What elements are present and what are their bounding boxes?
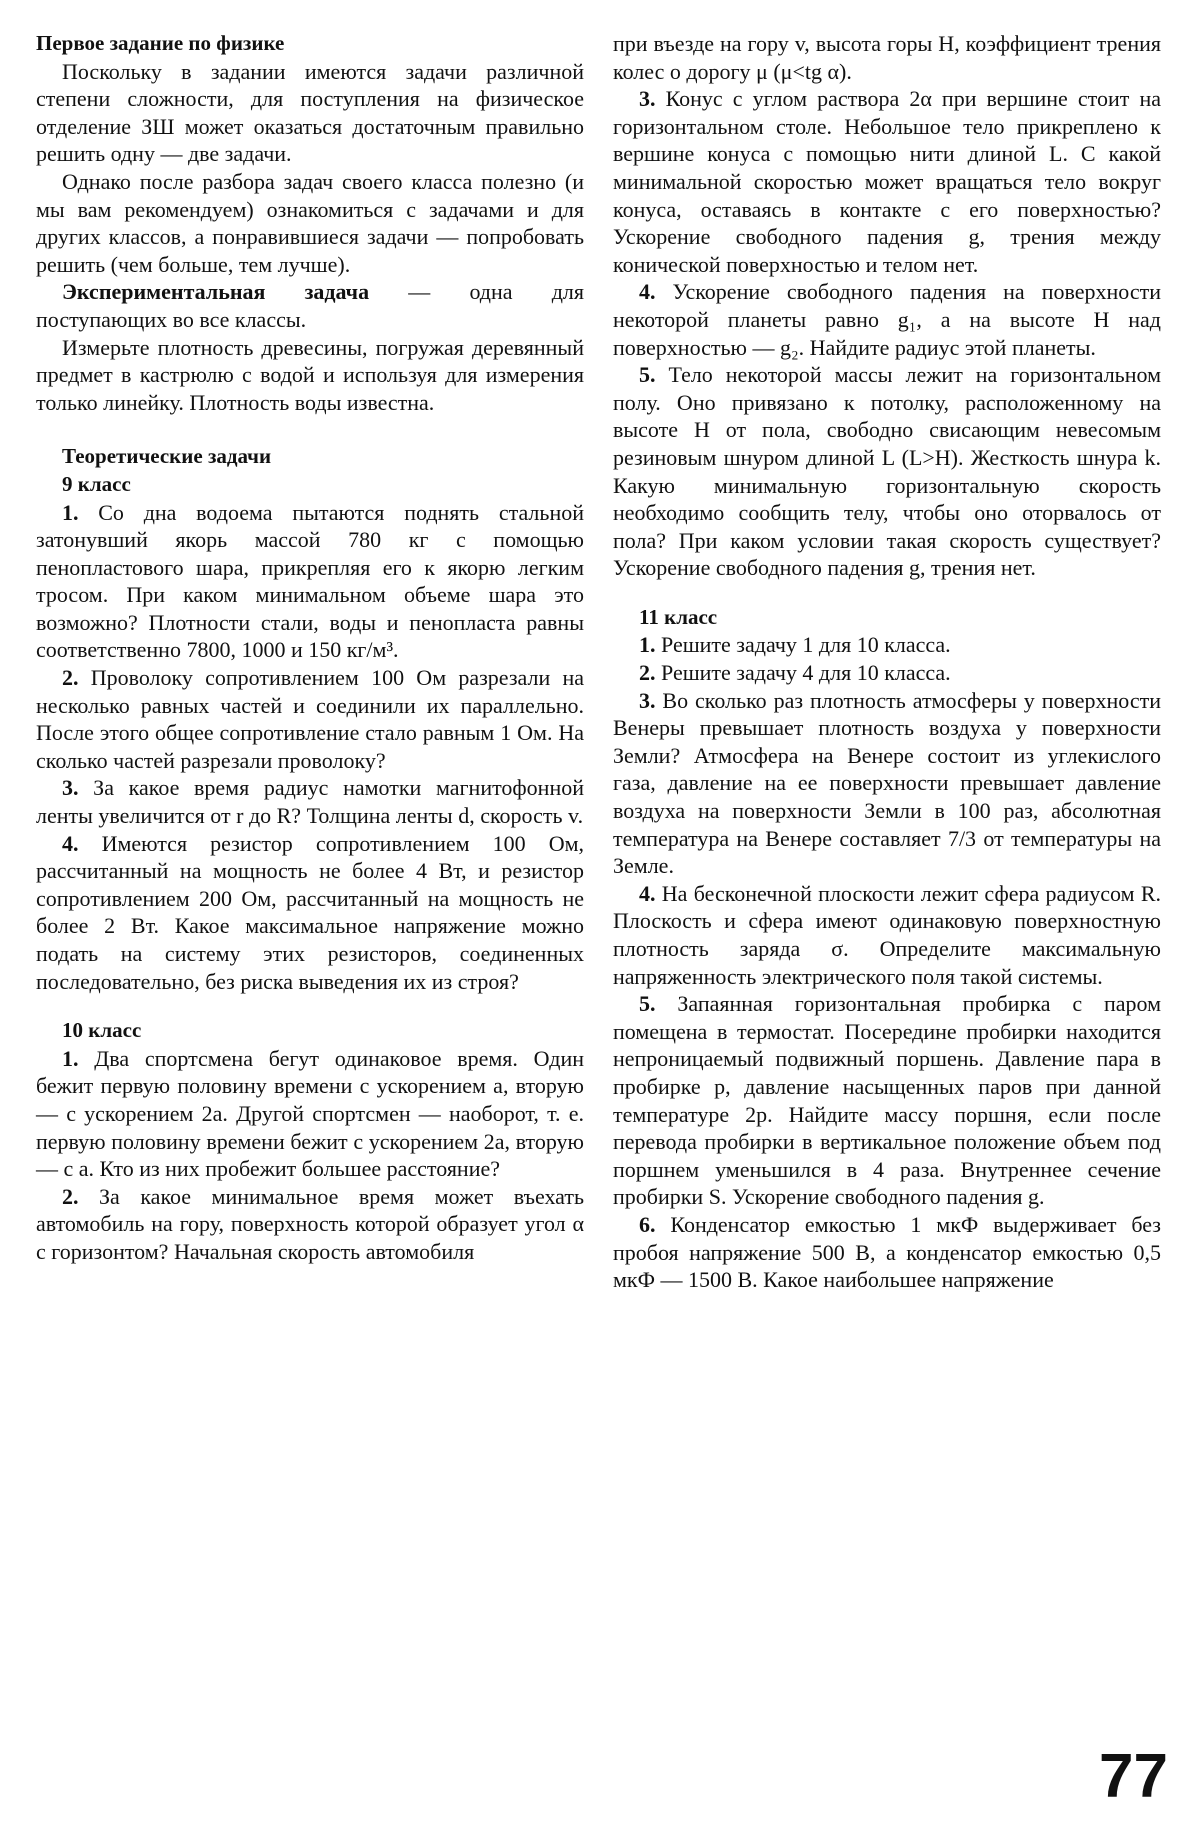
- problem-text: Конус с углом раствора 2α при вершине стоит на горизонтальном столе. Небольшое тело прикреплено к вершине конуса с помощью нити длиной L. С какой минимальной скоростью может вращаться тело вокруг конуса, оставаясь в контакте с его поверхностью? Ускорение свободного падения g, трения между конической поверхностью и телом нет.: [613, 86, 1161, 277]
- section-title: Первое задание по физике: [36, 31, 285, 55]
- right-column: [613, 30, 1161, 1294]
- problem-number: 5.: [639, 362, 656, 388]
- experimental-task-text: Измерьте плотность древесины, погружая деревянный предмет в кастрюлю с водой и используя для измерения только линейку. Плотность воды известна.: [36, 334, 584, 415]
- problem-item: [36, 1045, 584, 1183]
- problem-item: [613, 278, 1161, 361]
- grade-11-heading: 11 класс: [639, 604, 718, 629]
- intro-paragraph: Однако после разбора задач своего класса полезно (и мы вам рекомендуем) ознакомиться с задачами и для других классов, а понравившиеся задачи — попробовать решить (чем больше, тем лучше).: [36, 168, 584, 277]
- experimental-task-label: Экспериментальная задача: [62, 279, 370, 305]
- experimental-task-note: — одна для поступающих во все классы.: [36, 279, 584, 332]
- grade-10-heading: 10 класс: [62, 1018, 142, 1043]
- problem-item: [613, 85, 1161, 278]
- problem-text: Запаянная горизонтальная пробирка с паром помещена в термостат. Посередине пробирки находится непроницаемый подвижный поршень. Давление пара в пробирке p, давление насыщенных паров при данной температуре 2p. Найдите массу поршня, если после перевода пробирки в вертикальное положение объем под поршнем уменьшился в 4 раза. Внутреннее сечение пробирки S. Ускорение свободного падения g.: [613, 991, 1161, 1210]
- intro-paragraph: Поскольку в задании имеются задачи различной степени сложности, для поступления на физическое отделение ЗШ может оказаться достаточным правильно решить одну — две задачи.: [36, 58, 584, 167]
- problem-text: За какое минимальное время может въехать автомобиль на гору, поверхность которой образует угол α с горизонтом? Начальная скорость автомобиля: [36, 1183, 584, 1264]
- problem-number: 5.: [639, 991, 656, 1017]
- left-column: [36, 30, 584, 1266]
- problem-number: 3.: [639, 687, 656, 713]
- problem-number: 4.: [62, 830, 79, 856]
- problem-number: 2.: [62, 665, 79, 691]
- problem-text: Имеются резистор сопротивлением 100 Ом, рассчитанный на мощность не более 4 Вт, и резистор сопротивлением 200 Ом, рассчитанный на мощность не более 2 Вт. Какое максимальное напряжение можно подать на систему этих резисторов, соединенных последовательно, без риска выведения их из строя?: [36, 830, 584, 994]
- problem-continuation: при въезде на гору v, высота горы H, коэффициент трения колес о дорогу μ (μ<tg α).: [613, 31, 1161, 84]
- problem-text: Два спортсмена бегут одинаковое время. Один бежит первую половину времени с ускорением a, вторую — с ускорением 2a. Другой спортсмен — наоборот, т. е. первую половину времени бежит с ускорением 2a, вторую — с a. Кто из них пробежит большее расстояние?: [36, 1045, 584, 1182]
- page-number: 77: [1099, 1742, 1168, 1811]
- problem-number: 2.: [639, 660, 656, 686]
- problem-text: Во сколько раз плотность атмосферы у поверхности Венеры превышает плотность воздуха у поверхности Земли? Атмосфера на Венере состоит из углекислого газа, давление на ее поверхности превышает давление воздуха на поверхности Земли в 100 раз, абсолютная температура на Венере составляет 7/3 от температуры на Земле.: [613, 687, 1161, 879]
- problem-item: [36, 774, 584, 829]
- problem-item: [613, 687, 1161, 880]
- problem-item: [36, 830, 584, 996]
- problem-text: Конденсатор емкостью 1 мкФ выдерживает без пробоя напряжение 500 В, а конденсатор емкостью 0,5 мкФ — 1500 В. Какое наибольшее напряжение: [613, 1211, 1161, 1293]
- problem-text: Со дна водоема пытаются поднять стальной затонувший якорь массой 780 кг с помощью пенопластового шара, прикрепляя его к якорю легким тросом. При каком минимальном объеме шара это возможно? Плотности стали, воды и пенопласта равны соответственно 7800, 1000 и 150 кг/м³.: [36, 499, 584, 663]
- problem-item: [613, 880, 1161, 990]
- problem-text: Решите задачу 4 для 10 класса.: [655, 660, 951, 686]
- problem-number: 4.: [639, 279, 656, 305]
- problem-number: 1.: [62, 1045, 79, 1071]
- problem-item: [36, 499, 584, 665]
- problem-text: Тело некоторой массы лежит на горизонтальном полу. Оно привязано к потолку, расположенному на высоте H от пола, свободно свисающим невесомым резиновым шнуром длиной L (L>H). Жесткость шнура k. Какую минимальную горизонтальную скорость необходимо сообщить телу, чтобы оно оторвалось от пола? При каком условии такая скорость существует? Ускорение свободного падения g, трения нет.: [613, 362, 1161, 581]
- problem-item: [613, 659, 1161, 687]
- problem-item: [36, 1183, 584, 1266]
- problem-number: 2.: [62, 1183, 79, 1209]
- problem-number: 4.: [639, 880, 656, 906]
- problem-text: За какое время радиус намотки магнитофонной ленты увеличится от r до R? Толщина ленты d, скорость v.: [36, 775, 584, 829]
- problem-item: [613, 1211, 1161, 1294]
- theory-heading: Теоретические задачи: [62, 444, 272, 469]
- problem-text: На бесконечной плоскости лежит сфера радиусом R. Плоскость и сфера имеют одинаковую поверхностную плотность заряда σ. Определите максимальную напряженность электрического поля такой системы.: [613, 880, 1161, 989]
- problem-number: 6.: [639, 1211, 656, 1237]
- grade-9-heading: 9 класс: [62, 471, 131, 496]
- problem-number: 1.: [62, 499, 79, 525]
- experimental-task-intro: [36, 278, 584, 333]
- problem-number: 3.: [639, 86, 656, 112]
- problem-text: Решите задачу 1 для 10 класса.: [655, 632, 951, 658]
- problem-number: 3.: [62, 775, 79, 801]
- problem-number: 1.: [639, 632, 656, 658]
- problem-item: [613, 361, 1161, 582]
- problem-text: Проволоку сопротивлением 100 Ом разрезали на несколько равных частей и соединили их параллельно. После этого общее сопротивление стало равным 1 Ом. На сколько частей разрезали проволоку?: [36, 665, 584, 773]
- problem-text: Ускорение свободного падения на поверхности некоторой планеты равно g₁, а на высоте H над поверхностью — g₂. Найдите радиус этой планеты.: [613, 279, 1161, 360]
- problem-item: [613, 631, 1161, 659]
- problem-item: [36, 664, 584, 774]
- problem-item: [613, 990, 1161, 1211]
